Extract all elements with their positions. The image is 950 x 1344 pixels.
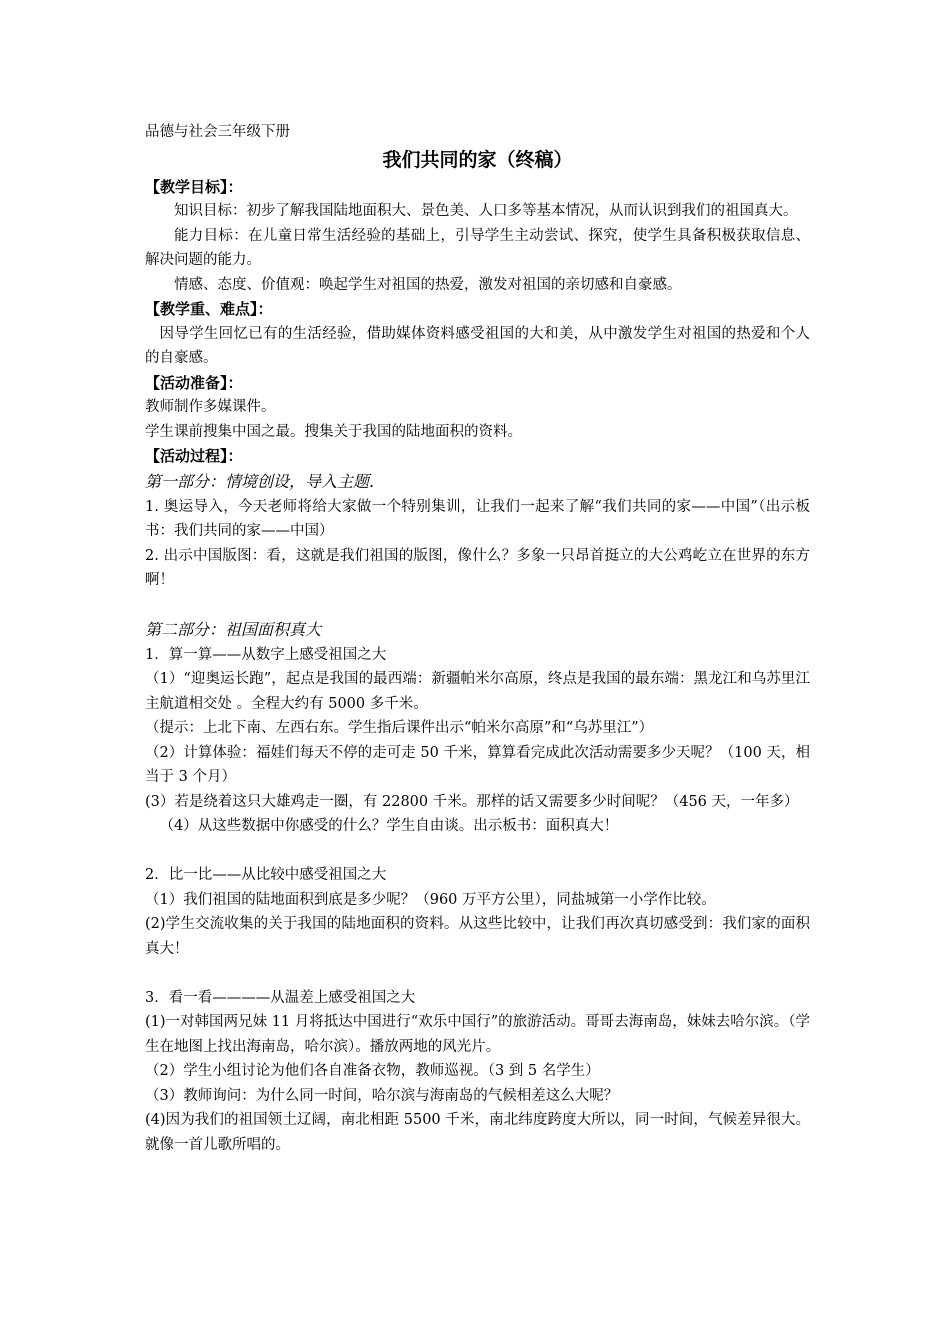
goals-heading: 【教学目标】： (145, 177, 243, 196)
goal-emotion: 情感、态度、价值观：唤起学生对祖国的热爱，激发对祖国的亲切感和自豪感。 (174, 276, 682, 293)
section-item: （2）计算体验：福娃们每天不停的走可走 50 千米，算算看完成此次活动需要多少天呢？（100 天，相当于 3 个月） (145, 744, 810, 785)
goal-knowledge: 知识目标：初步了解我国陆地面积大、景色美、人口多等基本情况，从而认识到我们的祖国真大。 (174, 203, 798, 219)
blank-line (145, 593, 810, 617)
part-one-item: 1. 奥运导入，今天老师将给大家做一个特别集训，让我们一起来了解“我们共同的家——中国”（出示板书：我们共同的家——中国） (145, 498, 810, 539)
key-points-text: 因导学生回忆已有的生活经验，借助媒体资料感受祖国的大和美，从中激发学生对祖国的热爱和个人的自豪感。 (145, 325, 810, 366)
preparation-item: 教师制作多媒课件。 (145, 399, 276, 415)
blank-line (145, 839, 810, 864)
section-item: (2)学生交流收集的关于我国的陆地面积的资料。从这些比较中，让我们再次真切感受到：我们家的面积真大！ (145, 916, 810, 957)
preparation-item: 学生课前搜集中国之最。搜集关于我国的陆地面积的资料。 (145, 423, 522, 440)
section-item: (1)一对韩国两兄妹 11 月将抵达中国进行“欢乐中国行”的旅游活动。哥哥去海南岛，妹妹去哈尔滨。（学生在地图上找出海南岛，哈尔滨）。播放两地的风光片。 (145, 1014, 810, 1055)
section-item: （1）我们祖国的陆地面积到底是多少呢？（960 万平方公里），同盐城第一小学作比较。 (145, 891, 716, 908)
part-two-title: 第二部分：祖国面积真大 (145, 619, 322, 639)
document-page (145, 120, 810, 1157)
section-item: （1）“迎奥运长跑”，起点是我国的最西端：新疆帕米尔高原，终点是我国的最东端：黑龙江和乌苏里江主航道相交处 。全程大约有 5000 多千米。 (145, 671, 810, 712)
key-points-heading: 【教学重、难点】： (145, 300, 273, 318)
section-item: （4）从这些数据中你感受的什么？学生自由谈。出示板书：面积真大！ (159, 818, 619, 834)
process-heading: 【活动过程】： (145, 447, 243, 465)
preparation-heading: 【活动准备】： (145, 373, 243, 392)
document-title: 我们共同的家（终稿） (382, 148, 573, 171)
blank-line (145, 961, 810, 986)
section-item: （3）教师询问：为什么同一时间，哈尔滨与海南岛的气候相差这么大呢？ (145, 1087, 619, 1104)
part-one-title: 第一部分：情境创设，导入主题. (145, 471, 375, 491)
subject-line: 品德与社会三年级下册 (145, 124, 290, 140)
goal-ability: 能力目标：在儿童日常生活经验的基础上，引导学生主动尝试、探究，使学生具备积极获取信息、解决问题的能力。 (145, 227, 810, 268)
section-hint: （提示：上北下南、左西右东。学生指后课件出示“帕米尔高原”和“乌苏里江”） (145, 720, 654, 736)
part-one-item: 2. 出示中国版图：看，这就是我们祖国的版图，像什么？多象一只昂首挺立的大公鸡屹立在世界的东方啊！ (145, 547, 810, 588)
section-item: （2）学生小组讨论为他们各自准备衣物，教师巡视。（3 到 5 名学生） (145, 1063, 600, 1079)
section-item: (3）若是绕着这只大雄鸡走一圈，有 22800 千米。那样的话又需要多少时间呢？（456 天，一年多） (145, 793, 799, 810)
section-title: 1．算一算——从数字上感受祖国之大 (145, 646, 387, 663)
section-title: 3．看一看————从温差上感受祖国之大 (145, 989, 416, 1006)
section-title: 2．比一比——从比较中感受祖国之大 (145, 867, 387, 883)
section-item: (4)因为我们的祖国领土辽阔，南北相距 5500 千米，南北纬度跨度大所以，同一时间，气候差异很大。就像一首儿歌所唱的。 (145, 1112, 810, 1153)
